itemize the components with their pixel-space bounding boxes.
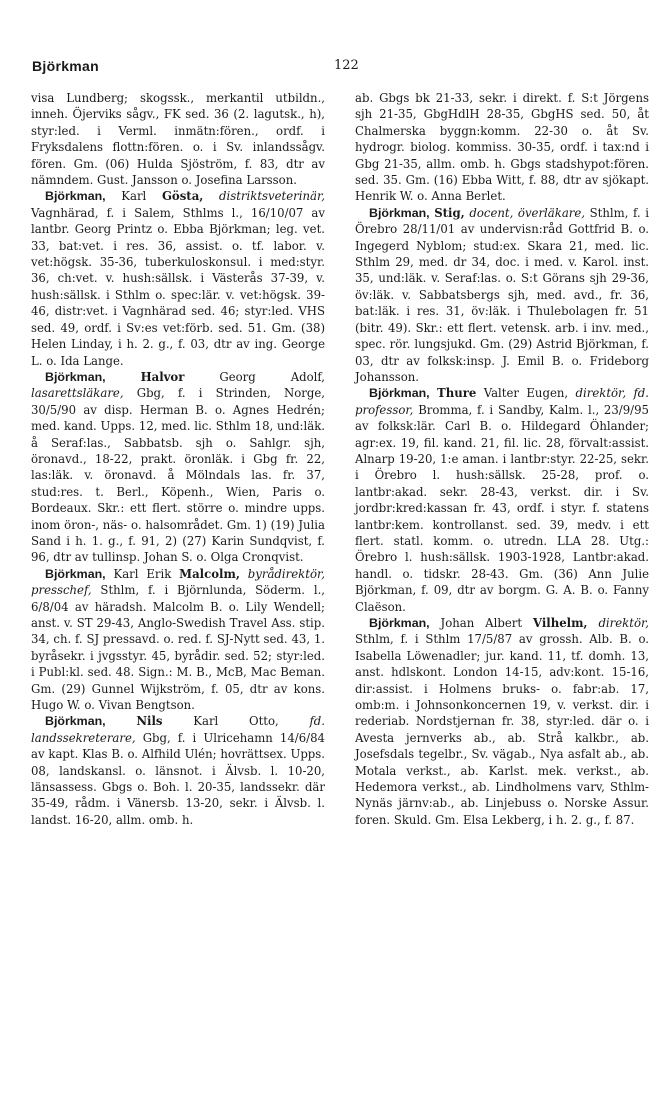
entry-occupation: byrådirektör, presschef,: [31, 566, 325, 598]
entry-surname: Björkman,: [369, 616, 430, 630]
entry-bjorkman-stig: [355, 205, 649, 385]
entry-given-names: [203, 189, 219, 203]
entry-surname: Björkman,: [45, 369, 106, 384]
entry-callname: Halvor: [140, 369, 185, 384]
page-number: 122: [334, 58, 359, 73]
continued-entry: visa Lundberg; skogssk., merkantil utbildn., inneh. Öjerviks sågv., FK sed. 36 (2. lagutsk., h), styr:led. i Verml. inmätn:fören., ordf. i Fryksdalens flottn:fören. o. i Sv. inlandssågv. fören. Gm. (06) Hulda Sjöström, f. 83, dtr av nämndem. Gust. Jansson o. Josefina Larsson.: [31, 91, 325, 188]
right-column: [355, 90, 649, 828]
entry-given-names: [106, 714, 137, 728]
entry-bjorkman-thure: [355, 385, 649, 615]
entry-given-names: Valter Eugen,: [476, 386, 576, 401]
entry-callname: Nils: [136, 714, 163, 729]
entry-occupation: distriktsveterinär,: [219, 189, 325, 204]
entry-given-names: Karl: [105, 189, 162, 204]
entry-body: Vagnhärad, f. i Salem, Sthlms l., 16/10/07 av lantbr. Georg Printz o. Ebba Björkman; leg. vet. 33, bat:vet. i res. 36, assist. o. tf. labor. v. vet:högsk. 35-36, tuberkuloskonsul. i med:styr. 36, ch:vet. v. hush:sällsk. i Västerås 37-39, v. hush:sällsk. i Sthlm o. spec:lär. v. vet:högsk. 39-46, distr:vet. i Vagnhärad sed. 46; styr:led. VHS sed. 49, ordf. i Sv:es vet:förb. sed. 51. Gm. (38) Helen Linday, i h. 2. g., f. 03, dtr av ing. George L. o. Ida Lange.: [31, 205, 325, 368]
entry-body: Gbg, f. i Strinden, Norge, 30/5/90 av disp. Herman B. o. Agnes Hedrén; med. kand. Upps. 12, med. lic. Sthlm 18, und:läk. å Seraf:las., Sabbatsb. sjh o. Sahlgr. sjh, öronavd., 18-22, prakt. öronläk. i Gbg fr. 22, las:läk. v. öronavd. å Mölndals las. fr. 37, stud:res. t. Berl., Köpenh., Wien, Paris o. Bordeaux. Skr.: ett flert. större o. mindre upps. inom öron-, näs- o. halsområdet. Gm. 1) (19) Julia Sand i h. 1. g., f. 91, 2) (27) Karin Sundqvist, f. 96, dtr av tullinsp. Johan S. o. Olga Cronqvist.: [31, 386, 325, 565]
entry-body: Sthlm, f. i Sthlm 17/5/87 av grossh. Alb. B. o. Isabella Löwenadler; jur. kand. 11, tf. domh. 13, anst. hdlskont. London 14-15, adv:kont. 15-16, dir:assist. i Holmens bruks- o. fabr:ab. 17, omb:m. i Johnsonkoncernen 19, v. verkst. dir. i rederiab. Nordstjernan fr. 38, styr:led. där o. i Avesta jernverks ab., ab. Strå kalkbr., ab. Josefsdals tegelbr., Sv. vägab., Nya asfalt ab., ab. Motala verkst., ab. Karlst. mek. verkst., ab. Hedemora verkst., ab. Lindholmens varv, Sthlm-Nynäs järnv:ab., ab. Linjebuss o. Norske Assur. foren. Skuld. Gm. Elsa Lekberg, i h. 2. g., f. 87.: [355, 632, 649, 827]
entry-occupation: direktör,: [598, 616, 649, 630]
entry-body: Sthlm, f. i Björnlunda, Söderm. l., 6/8/04 av häradsh. Malcolm B. o. Lily Wendell; anst. v. ST 29-43, Anglo-Swedish Travel Ass. stip. 34, ch. f. SJ pressavd. o. red. f. SJ-Nytt sed. 43, 1. byråsekr. i jvgsstyr. 45, byrådir. sed. 52; styr:led. i Publ:kl. sed. 48. Sign.: M. B., McB, Mac Beman. Gm. (29) Gunnel Wijkström, f. 05, dtr av kons. Hugo W. o. Vivan Bengtson.: [31, 583, 325, 713]
entry-callname: Stig,: [434, 205, 465, 220]
entry-occupation: docent, överläkare,: [469, 205, 586, 220]
entry-surname: Björkman,: [369, 205, 430, 220]
entry-given-names: Karl Erik: [105, 566, 180, 581]
continued-entry: ab. Gbgs bk 21-33, sekr. i direkt. f. S:t Jörgens sjh 21-35, GbgHdlH 28-35, GbgHS sed. 50, åt Chalmerska byggn:komm. 22-30 o. åt Sv. hydrogr. biolog. kommiss. 30-35, ordf. i tax:nd i Gbg 21-35, allm. omb. h. Gbgs stadshypot:fören. sed. 35. Gm. (16) Ebba Witt, f. 88, dtr av sjökapt. Henrik W. o. Anna Berlet.: [355, 91, 649, 204]
entry-given-names: Georg Adolf,: [184, 369, 326, 384]
entry-given-names: [240, 567, 248, 581]
entry-given-names: [106, 370, 141, 384]
entry-given-names: [588, 616, 599, 630]
entry-callname: Malcolm,: [179, 566, 240, 581]
entry-bjorkman-halvor: [31, 369, 325, 566]
entry-occupation: lasarettsläkare,: [31, 386, 124, 401]
entry-given-names: [430, 386, 437, 400]
entry-surname: Björkman,: [45, 189, 106, 204]
entry-bjorkman-nils: [31, 713, 325, 828]
entry-callname: Vilhelm,: [532, 616, 588, 630]
running-head: Björkman: [32, 58, 99, 74]
entry-surname: Björkman,: [369, 386, 430, 401]
entry-body: Bromma, f. i Sandby, Kalm. l., 23/9/95 av folksk:lär. Carl B. o. Hildegard Öhlander; agr:ex. 19, fil. kand. 21, fil. lic. 28, förvalt:assist. Alnarp 19-20, 1:e aman. i lantbr:styr. 22-25, sekr. i Örebro l. hush:sällsk. 25-28, prof. o. lantbr:akad. sekr. 28-43, verkst. dir. i Sv. jordbr:kred:kassan fr. 43, ordf. i styr. f. statens lantbr:kem. kontrollanst. sed. 39, medv. i ett flert. statl. komm. o. utredn. LLA 28. Utg.: Örebro l. hush:sällsk. 1903-1928, Lantbr:akad. handl. o. tidskr. 28-43. Gm. (36) Ann Julie Björkman, f. 09, dtr av borgm. G. A. B. o. Fanny Claëson.: [355, 402, 649, 614]
left-column: [31, 90, 325, 828]
entry-surname: Björkman,: [45, 566, 106, 581]
entry-bjorkman-vilhelm: [355, 615, 649, 828]
entry-given-names: Karl Otto,: [162, 714, 310, 729]
entry-given-names: Johan Albert: [429, 616, 533, 630]
entry-occupation: direktör, fd. professor,: [355, 386, 650, 417]
entry-occupation: fd. landssekreterare,: [31, 714, 325, 745]
entry-body: Gbg, f. i Ulricehamn 14/6/84 av kapt. Klas B. o. Alfhild Ulén; hovrättsex. Upps. 08, landskansl. o. länsnot. i Älvsb. l. 10-20, länsassess. Gbgs o. Boh. l. 20-35, landssekr. där 35-49, rådm. i Vänersb. 13-20, sekr. i Älvsb. l. landst. 16-20, allm. omb. h.: [31, 730, 325, 827]
entry-bjorkman-malcolm: [31, 566, 325, 714]
entry-body: Sthlm, f. i Örebro 28/11/01 av undervisn:råd Gottfrid B. o. Ingegerd Nyblom; stud:ex. Skara 21, med. lic. Sthlm 29, med. dr 34, doc. i med. v. Karol. inst. 35, und:läk. v. Seraf:las. o. S:t Görans sjh 29-36, öv:läk. v. Sabbatsbergs sjh, med. avd., fr. 36, bat:läk. i res. 31, öv:läk. i Thulebolagen fr. 51 (bitr. 49). Skr.: ett flert. vetensk. arb. i inv. med., spec. rör. lungsjukd. Gm. (29) Astrid Björkman, f. 03, dtr av folksk:insp. J. Emil B. o. Frideborg Johansson.: [355, 205, 649, 384]
entry-surname: Björkman,: [45, 714, 106, 729]
entry-callname: Gösta,: [161, 189, 204, 204]
entry-callname: Thure: [437, 386, 477, 401]
entry-bjorkman-gosta: [31, 188, 325, 368]
page-header: [32, 58, 644, 78]
